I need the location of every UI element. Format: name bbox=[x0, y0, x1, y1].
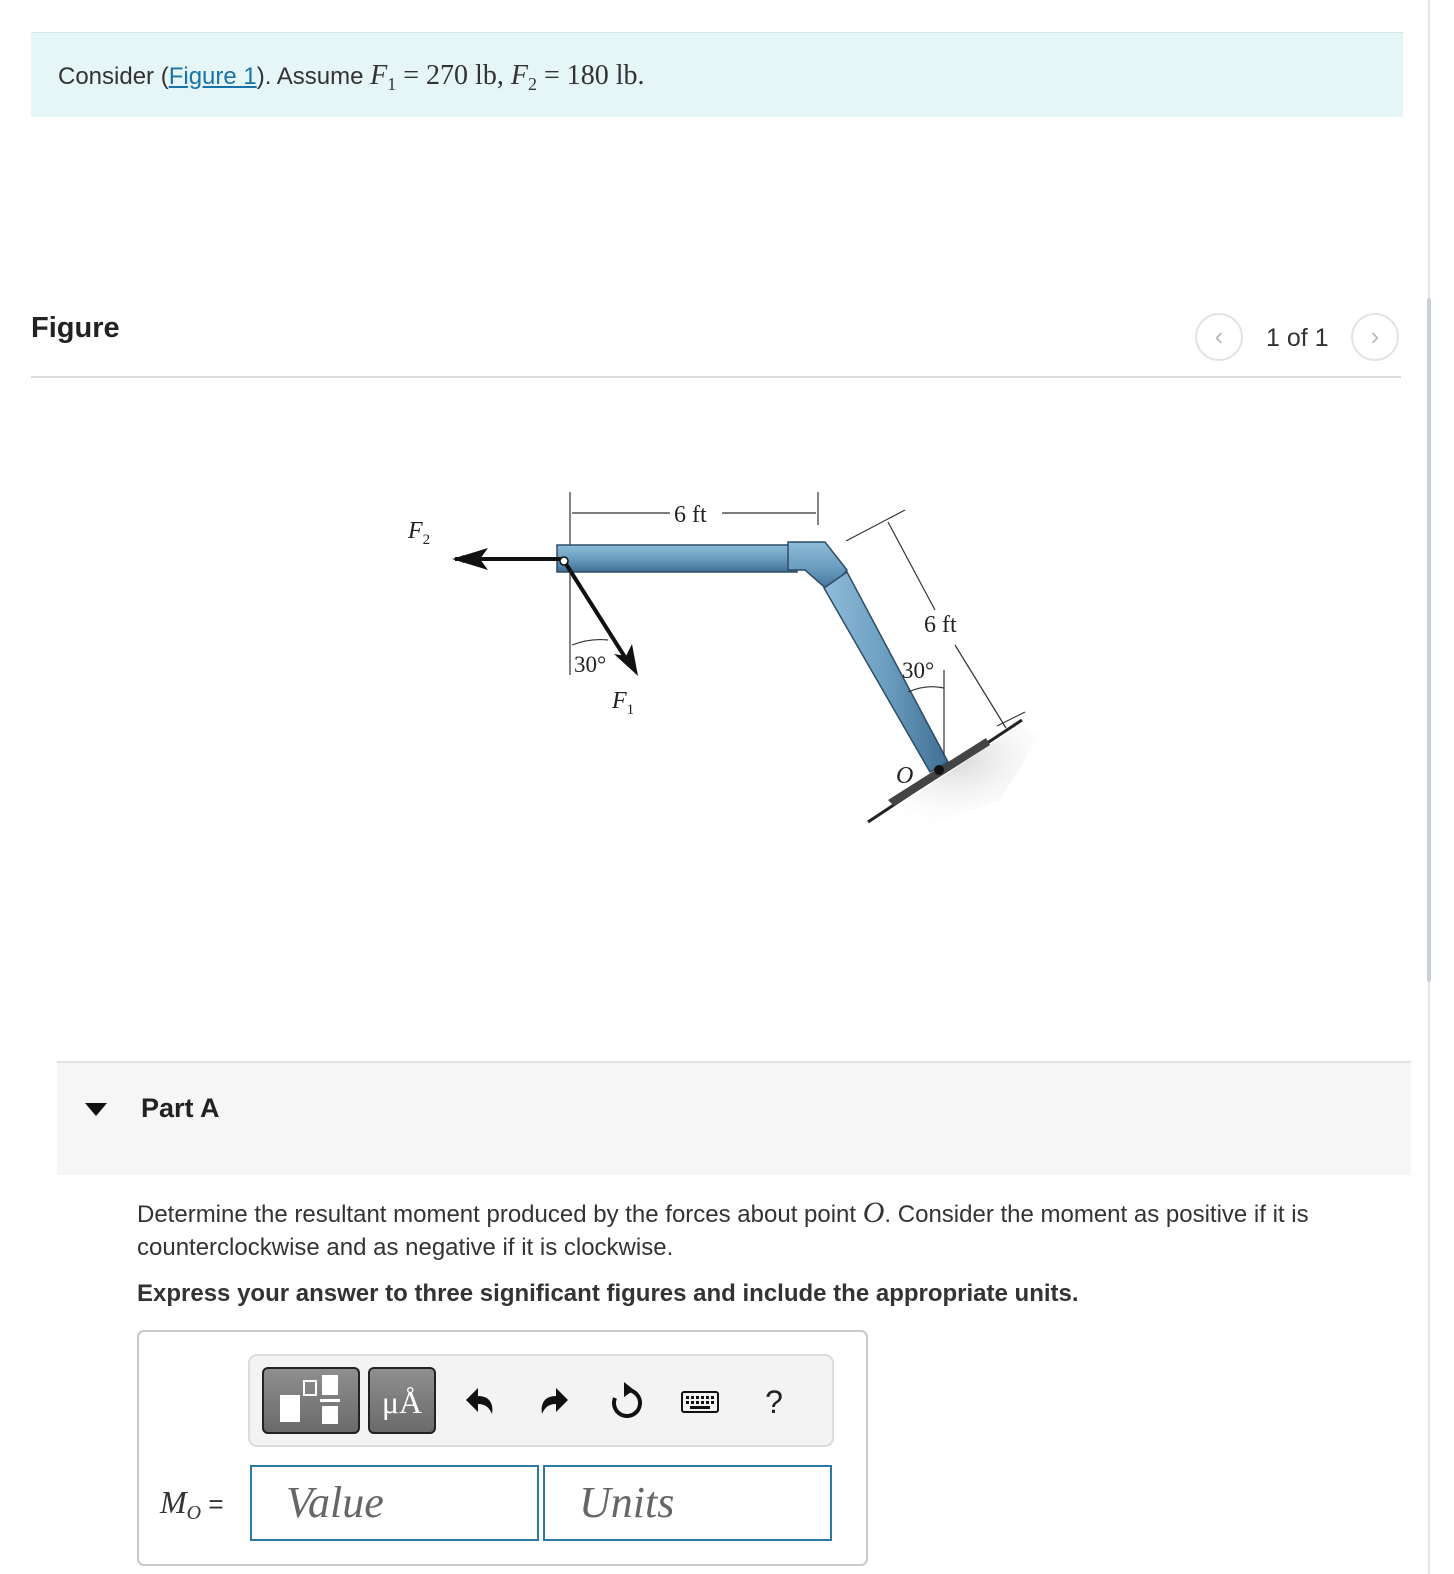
problem-intro bbox=[31, 32, 1403, 117]
question-point: O bbox=[862, 1196, 885, 1229]
figure-link[interactable]: Figure 1 bbox=[168, 63, 257, 90]
slant-dim-line-upper bbox=[888, 522, 935, 610]
reset-button[interactable] bbox=[604, 1378, 650, 1426]
units-placeholder: Units bbox=[579, 1478, 675, 1527]
help-icon: ? bbox=[765, 1384, 783, 1420]
point-o-label: O bbox=[896, 763, 914, 789]
question-text-after: . Consider the moment as positive if it is counterclockwise and as negative if it is clockwise. bbox=[137, 1201, 1309, 1261]
figure-title: Figure bbox=[31, 312, 120, 344]
units-input[interactable] bbox=[543, 1465, 832, 1541]
horizontal-member bbox=[557, 545, 797, 572]
angle-label-right: 30° bbox=[902, 658, 935, 683]
question-text-before: Determine the resultant moment produced by the forces about point bbox=[137, 1201, 863, 1228]
f1-arrow bbox=[566, 564, 628, 662]
part-a-instruction: Express your answer to three significant figures and include the appropriate units. bbox=[137, 1280, 1079, 1307]
answer-label bbox=[160, 1484, 224, 1525]
angle-arc-left bbox=[572, 640, 608, 645]
undo-icon bbox=[458, 1378, 502, 1426]
scrollbar-thumb[interactable] bbox=[1427, 298, 1431, 982]
slant-dim-line-lower bbox=[955, 645, 1006, 728]
f1-symbol: F bbox=[370, 60, 388, 91]
prev-figure-button[interactable] bbox=[1195, 313, 1243, 361]
redo-button[interactable] bbox=[532, 1378, 576, 1426]
part-a-title[interactable]: Part A bbox=[141, 1093, 220, 1123]
fraction-template-icon bbox=[264, 1369, 358, 1432]
f1-label: $F_1$ bbox=[612, 688, 635, 718]
angle-label-left: 30° bbox=[574, 652, 607, 677]
f2-sub: 2 bbox=[527, 73, 537, 94]
answer-label-symbol: M bbox=[160, 1484, 187, 1520]
f2-label: $F_2$ bbox=[408, 518, 431, 548]
reset-icon bbox=[604, 1378, 650, 1426]
chevron-right-icon: › bbox=[1370, 321, 1380, 351]
keyboard-icon bbox=[678, 1378, 722, 1426]
part-a-question bbox=[137, 1196, 1427, 1264]
part-a-header[interactable] bbox=[57, 1061, 1411, 1175]
frame-diagram bbox=[400, 470, 1060, 840]
angle-arc-right bbox=[908, 687, 944, 692]
pin-o bbox=[934, 765, 944, 775]
f1-value: = 270 lb, bbox=[396, 60, 511, 91]
f2-value: = 180 lb. bbox=[536, 60, 645, 91]
value-placeholder: Value bbox=[286, 1478, 384, 1527]
redo-icon bbox=[532, 1378, 576, 1426]
undo-button[interactable] bbox=[458, 1378, 502, 1426]
value-input[interactable] bbox=[250, 1465, 539, 1541]
f2-symbol: F bbox=[510, 60, 528, 91]
figure-divider bbox=[31, 376, 1401, 378]
intro-text-before: Consider ( bbox=[58, 63, 169, 90]
chevron-left-icon: ‹ bbox=[1214, 321, 1224, 351]
answer-equals: = bbox=[201, 1489, 224, 1519]
figure-pager: 1 of 1 bbox=[1266, 324, 1329, 352]
top-dim-label: 6 ft bbox=[674, 502, 707, 528]
intro-text-after: ). Assume bbox=[256, 63, 371, 90]
slant-dim-label: 6 ft bbox=[924, 612, 957, 638]
units-button[interactable] bbox=[368, 1367, 436, 1434]
units-button-label: μÅ bbox=[381, 1384, 423, 1420]
answer-label-sub: O bbox=[186, 1502, 202, 1525]
help-button[interactable] bbox=[756, 1378, 792, 1426]
caret-down-icon[interactable] bbox=[85, 1103, 107, 1116]
f1-sub: 1 bbox=[387, 73, 397, 94]
keyboard-button[interactable] bbox=[678, 1378, 722, 1426]
templates-button[interactable] bbox=[262, 1367, 360, 1434]
next-figure-button[interactable] bbox=[1351, 313, 1399, 361]
